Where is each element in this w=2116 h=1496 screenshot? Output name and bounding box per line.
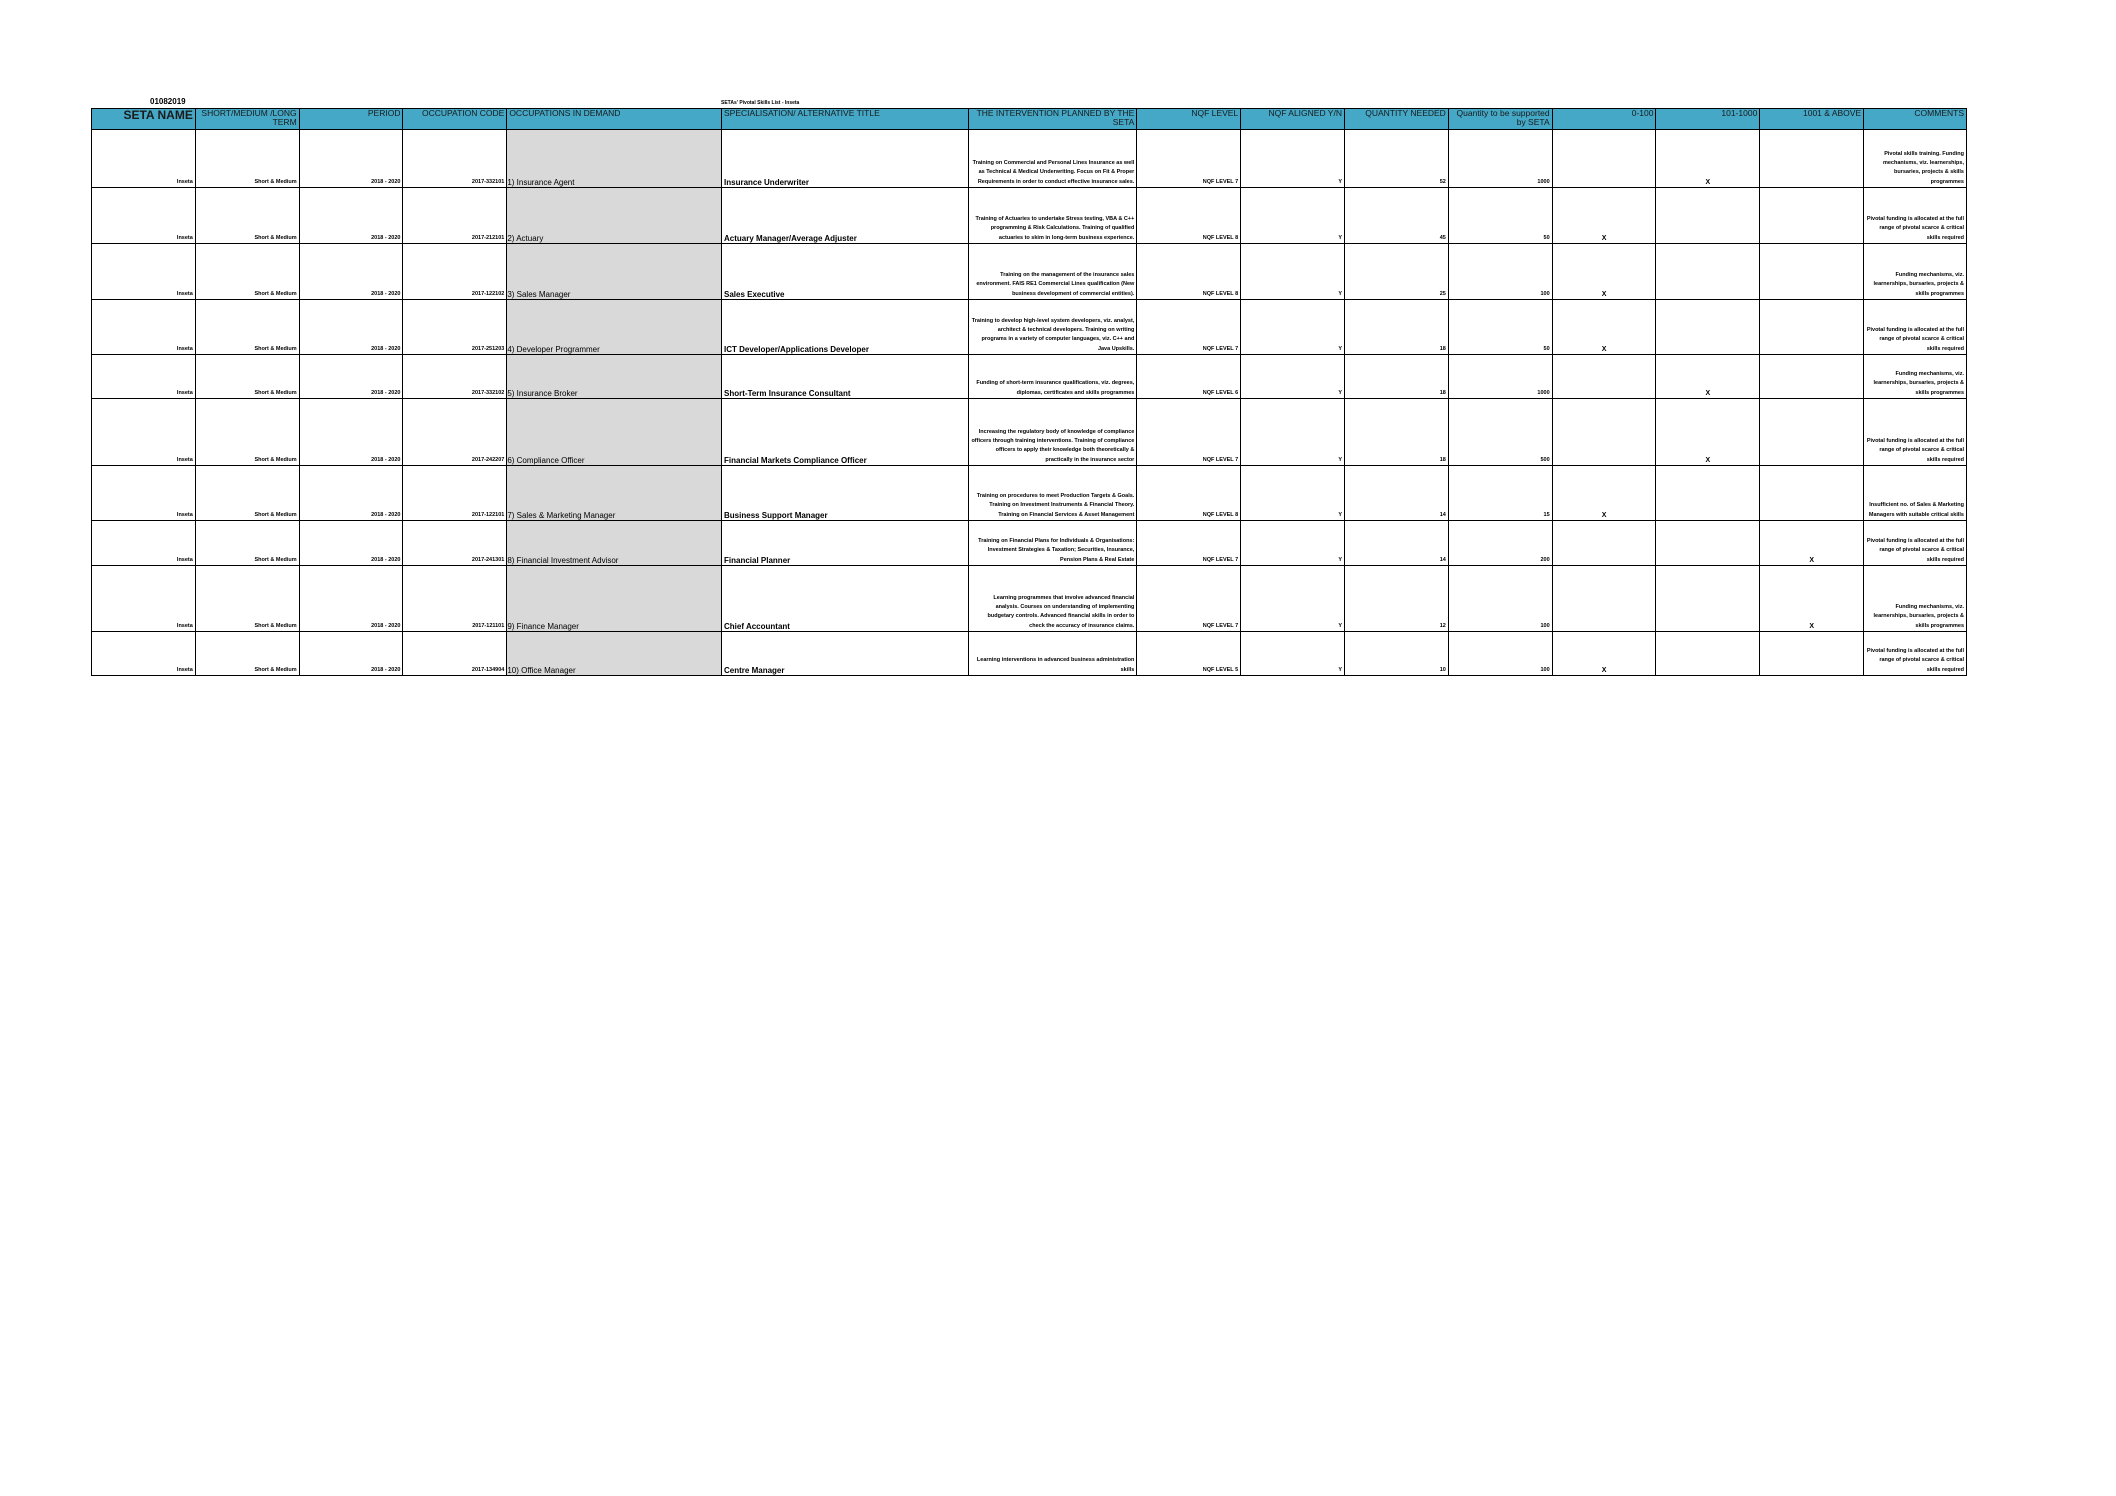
cell-range-101-1000: X	[1656, 399, 1760, 466]
cell-occupation-code: 2017-134904	[403, 632, 507, 676]
cell-quantity-supported: 100	[1448, 632, 1552, 676]
cell-nqf-level: NQF LEVEL 7	[1137, 399, 1241, 466]
cell-range-101-1000	[1656, 466, 1760, 521]
table-row	[92, 566, 1967, 632]
cell-period: 2018 - 2020	[299, 399, 403, 466]
col-range-0-100: 0-100	[1552, 109, 1656, 130]
cell-comments: Pivotal funding is allocated at the full range of pivotal scarce & critical skills required	[1864, 188, 1967, 244]
col-seta-name: SETA NAME	[92, 109, 196, 130]
cell-nqf-level: NQF LEVEL 7	[1137, 300, 1241, 355]
cell-nqf-aligned: Y	[1241, 300, 1345, 355]
cell-comments: Pivotal funding is allocated at the full range of pivotal scarce & critical skills required	[1864, 632, 1967, 676]
cell-quantity-supported: 1000	[1448, 130, 1552, 188]
cell-range-101-1000	[1656, 244, 1760, 300]
cell-range-0-100: X	[1552, 244, 1656, 300]
cell-seta-name: Inseta	[92, 130, 196, 188]
table-row	[92, 466, 1967, 521]
cell-range-0-100	[1552, 521, 1656, 566]
cell-range-1001-above	[1760, 632, 1864, 676]
cell-period: 2018 - 2020	[299, 521, 403, 566]
cell-occupation: 3) Sales Manager	[507, 244, 722, 300]
cell-range-0-100: X	[1552, 300, 1656, 355]
cell-quantity-supported: 1000	[1448, 355, 1552, 399]
col-nqf-level: NQF LEVEL	[1137, 109, 1241, 130]
col-range-101-1000: 101-1000	[1656, 109, 1760, 130]
cell-quantity-supported: 100	[1448, 244, 1552, 300]
cell-term: Short & Medium	[195, 244, 299, 300]
table-row	[92, 355, 1967, 399]
cell-specialisation: Actuary Manager/Average Adjuster	[722, 188, 969, 244]
cell-nqf-aligned: Y	[1241, 188, 1345, 244]
cell-seta-name: Inseta	[92, 632, 196, 676]
col-comments: COMMENTS	[1864, 109, 1967, 130]
cell-occupation: 4) Developer Programmer	[507, 300, 722, 355]
cell-period: 2018 - 2020	[299, 632, 403, 676]
cell-occupation-code: 2017-212101	[403, 188, 507, 244]
cell-comments: Funding mechanisms, viz. learnerships, bursaries, projects & skills programmes	[1864, 355, 1967, 399]
cell-range-0-100: X	[1552, 632, 1656, 676]
cell-quantity-needed: 14	[1344, 521, 1448, 566]
cell-range-1001-above: X	[1760, 521, 1864, 566]
cell-period: 2018 - 2020	[299, 130, 403, 188]
cell-term: Short & Medium	[195, 466, 299, 521]
cell-occupation: 6) Compliance Officer	[507, 399, 722, 466]
cell-intervention: Training on Commercial and Personal Lines Insurance as well as Technical & Medical Underwriting. Focus on Fit & Proper Requirements in order to conduct effective insurance sales.	[968, 130, 1136, 188]
cell-intervention: Training on procedures to meet Production Targets & Goals. Training on Investment Instruments & Financial Theory. Training on Financial Services & Asset Management	[968, 466, 1136, 521]
cell-range-0-100: X	[1552, 188, 1656, 244]
cell-intervention: Learning interventions in advanced business administration skills	[968, 632, 1136, 676]
cell-occupation: 2) Actuary	[507, 188, 722, 244]
col-intervention: THE INTERVENTION PLANNED BY THE SETA	[968, 109, 1136, 130]
cell-period: 2018 - 2020	[299, 566, 403, 632]
col-quantity-supported: Quantity to be supported by SETA	[1448, 109, 1552, 130]
cell-quantity-supported: 500	[1448, 399, 1552, 466]
cell-range-1001-above	[1760, 244, 1864, 300]
cell-nqf-aligned: Y	[1241, 244, 1345, 300]
cell-period: 2018 - 2020	[299, 466, 403, 521]
cell-nqf-aligned: Y	[1241, 355, 1345, 399]
cell-occupation-code: 2017-122101	[403, 466, 507, 521]
cell-range-1001-above	[1760, 188, 1864, 244]
cell-quantity-needed: 18	[1344, 355, 1448, 399]
cell-quantity-needed: 10	[1344, 632, 1448, 676]
cell-range-101-1000	[1656, 566, 1760, 632]
cell-occupation: 10) Office Manager	[507, 632, 722, 676]
cell-seta-name: Inseta	[92, 244, 196, 300]
cell-comments: Pivotal funding is allocated at the full range of pivotal scarce & critical skills required	[1864, 300, 1967, 355]
cell-seta-name: Inseta	[92, 188, 196, 244]
table-row	[92, 521, 1967, 566]
cell-term: Short & Medium	[195, 521, 299, 566]
cell-intervention: Training to develop high-level system developers, viz. analyst, architect & technical developers. Training on writing programs in a variety of computer languages, viz. C++ and Java Upskills.	[968, 300, 1136, 355]
cell-intervention: Increasing the regulatory body of knowledge of compliance officers through training interventions. Training of compliance officers to apply their knowledge both theoretically & practically in the insurance sector	[968, 399, 1136, 466]
cell-specialisation: Business Support Manager	[722, 466, 969, 521]
cell-intervention: Training on Financial Plans for Individuals & Organisations: Investment Strategies & Taxation; Securities, Insurance, Pension Plans & Real Estate	[968, 521, 1136, 566]
cell-nqf-level: NQF LEVEL 7	[1137, 521, 1241, 566]
cell-term: Short & Medium	[195, 355, 299, 399]
cell-quantity-needed: 25	[1344, 244, 1448, 300]
cell-nqf-level: NQF LEVEL 8	[1137, 244, 1241, 300]
cell-range-1001-above	[1760, 355, 1864, 399]
cell-quantity-supported: 15	[1448, 466, 1552, 521]
cell-nqf-aligned: Y	[1241, 521, 1345, 566]
cell-term: Short & Medium	[195, 188, 299, 244]
cell-intervention: Training of Actuaries to undertake Stress testing, VBA & C++ programming & Risk Calculations. Training of qualified actuaries to skim in long-term business experience.	[968, 188, 1136, 244]
cell-comments: Funding mechanisms, viz. learnerships, bursaries, projects & skills programmes	[1864, 244, 1967, 300]
col-nqf-aligned: NQF ALIGNED Y/N	[1241, 109, 1345, 130]
cell-occupation-code: 2017-332101	[403, 130, 507, 188]
cell-occupation: 8) Financial Investment Advisor	[507, 521, 722, 566]
cell-range-0-100	[1552, 566, 1656, 632]
col-occupation-code: OCCUPATION CODE	[403, 109, 507, 130]
cell-occupation-code: 2017-122102	[403, 244, 507, 300]
cell-range-1001-above	[1760, 300, 1864, 355]
cell-occupation-code: 2017-121101	[403, 566, 507, 632]
cell-range-101-1000: X	[1656, 355, 1760, 399]
cell-specialisation: Insurance Underwriter	[722, 130, 969, 188]
cell-specialisation: ICT Developer/Applications Developer	[722, 300, 969, 355]
cell-quantity-needed: 45	[1344, 188, 1448, 244]
cell-nqf-aligned: Y	[1241, 466, 1345, 521]
cell-seta-name: Inseta	[92, 466, 196, 521]
cell-occupation: 1) Insurance Agent	[507, 130, 722, 188]
cell-nqf-aligned: Y	[1241, 632, 1345, 676]
table-row	[92, 188, 1967, 244]
cell-range-101-1000: X	[1656, 130, 1760, 188]
cell-quantity-supported: 200	[1448, 521, 1552, 566]
col-occupations-in-demand: OCCUPATIONS IN DEMAND	[507, 109, 722, 130]
cell-occupation: 7) Sales & Marketing Manager	[507, 466, 722, 521]
cell-nqf-level: NQF LEVEL 6	[1137, 355, 1241, 399]
cell-specialisation: Financial Markets Compliance Officer	[722, 399, 969, 466]
cell-quantity-needed: 12	[1344, 566, 1448, 632]
cell-quantity-needed: 18	[1344, 399, 1448, 466]
cell-seta-name: Inseta	[92, 355, 196, 399]
cell-nqf-level: NQF LEVEL 7	[1137, 566, 1241, 632]
cell-intervention: Training on the management of the insurance sales environment. FAIS RE1 Commercial Lines qualification (New business development of commercial entities).	[968, 244, 1136, 300]
cell-seta-name: Inseta	[92, 566, 196, 632]
cell-comments: Insufficient no. of Sales & Marketing Managers with suitable critical skills	[1864, 466, 1967, 521]
cell-period: 2018 - 2020	[299, 355, 403, 399]
cell-period: 2018 - 2020	[299, 300, 403, 355]
cell-nqf-level: NQF LEVEL 8	[1137, 466, 1241, 521]
cell-range-1001-above: X	[1760, 566, 1864, 632]
cell-nqf-level: NQF LEVEL 8	[1137, 188, 1241, 244]
cell-term: Short & Medium	[195, 566, 299, 632]
cell-comments: Pivotal skills training. Funding mechanisms, viz. learnerships, bursaries, projects & skills programmes	[1864, 130, 1967, 188]
cell-specialisation: Centre Manager	[722, 632, 969, 676]
cell-seta-name: Inseta	[92, 521, 196, 566]
col-quantity-needed: QUANTITY NEEDED	[1344, 109, 1448, 130]
cell-range-101-1000	[1656, 521, 1760, 566]
cell-term: Short & Medium	[195, 632, 299, 676]
cell-range-0-100: X	[1552, 466, 1656, 521]
cell-quantity-needed: 14	[1344, 466, 1448, 521]
cell-specialisation: Short-Term Insurance Consultant	[722, 355, 969, 399]
cell-term: Short & Medium	[195, 130, 299, 188]
cell-quantity-supported: 50	[1448, 188, 1552, 244]
cell-quantity-supported: 100	[1448, 566, 1552, 632]
cell-occupation-code: 2017-241301	[403, 521, 507, 566]
cell-nqf-level: NQF LEVEL 5	[1137, 632, 1241, 676]
cell-period: 2018 - 2020	[299, 188, 403, 244]
cell-range-0-100	[1552, 355, 1656, 399]
table-row	[92, 632, 1967, 676]
cell-range-1001-above	[1760, 466, 1864, 521]
cell-term: Short & Medium	[195, 300, 299, 355]
cell-comments: Pivotal funding is allocated at the full range of pivotal scarce & critical skills required	[1864, 521, 1967, 566]
cell-nqf-aligned: Y	[1241, 566, 1345, 632]
report-date: 01082019	[150, 97, 186, 106]
cell-occupation: 9) Finance Manager	[507, 566, 722, 632]
cell-comments: Pivotal funding is allocated at the full range of pivotal scarce & critical skills required	[1864, 399, 1967, 466]
pivotal-skills-table	[91, 108, 1967, 676]
document-title: SETAs' Pivotal Skills List - Inseta	[721, 100, 800, 106]
header-row	[92, 109, 1967, 130]
cell-comments: Funding mechanisms, viz. learnerships, bursaries, projects & skills programmes	[1864, 566, 1967, 632]
cell-specialisation: Financial Planner	[722, 521, 969, 566]
cell-quantity-needed: 18	[1344, 300, 1448, 355]
cell-nqf-aligned: Y	[1241, 399, 1345, 466]
cell-quantity-supported: 50	[1448, 300, 1552, 355]
cell-intervention: Learning programmes that involve advanced financial analysis. Courses on understanding of implementing budgetary controls. Advanced financial skills in order to check the accuracy of insurance claims.	[968, 566, 1136, 632]
table-row	[92, 244, 1967, 300]
cell-term: Short & Medium	[195, 399, 299, 466]
cell-occupation-code: 2017-332102	[403, 355, 507, 399]
cell-seta-name: Inseta	[92, 300, 196, 355]
table-row	[92, 300, 1967, 355]
cell-occupation-code: 2017-251203	[403, 300, 507, 355]
cell-specialisation: Sales Executive	[722, 244, 969, 300]
cell-intervention: Funding of short-term insurance qualifications, viz. degrees, diplomas, certificates and skills programmes	[968, 355, 1136, 399]
cell-specialisation: Chief Accountant	[722, 566, 969, 632]
table-row	[92, 130, 1967, 188]
cell-nqf-aligned: Y	[1241, 130, 1345, 188]
col-term: SHORT/MEDIUM /LONG TERM	[195, 109, 299, 130]
cell-occupation-code: 2017-242207	[403, 399, 507, 466]
cell-range-0-100	[1552, 130, 1656, 188]
table-row	[92, 399, 1967, 466]
cell-quantity-needed: 52	[1344, 130, 1448, 188]
cell-range-101-1000	[1656, 632, 1760, 676]
cell-range-101-1000	[1656, 300, 1760, 355]
cell-range-1001-above	[1760, 130, 1864, 188]
cell-occupation: 5) Insurance Broker	[507, 355, 722, 399]
cell-seta-name: Inseta	[92, 399, 196, 466]
cell-range-0-100	[1552, 399, 1656, 466]
cell-range-101-1000	[1656, 188, 1760, 244]
cell-range-1001-above	[1760, 399, 1864, 466]
cell-period: 2018 - 2020	[299, 244, 403, 300]
col-specialisation: SPECIALISATION/ ALTERNATIVE TITLE	[722, 109, 969, 130]
cell-nqf-level: NQF LEVEL 7	[1137, 130, 1241, 188]
col-range-1001-above: 1001 & ABOVE	[1760, 109, 1864, 130]
col-period: PERIOD	[299, 109, 403, 130]
